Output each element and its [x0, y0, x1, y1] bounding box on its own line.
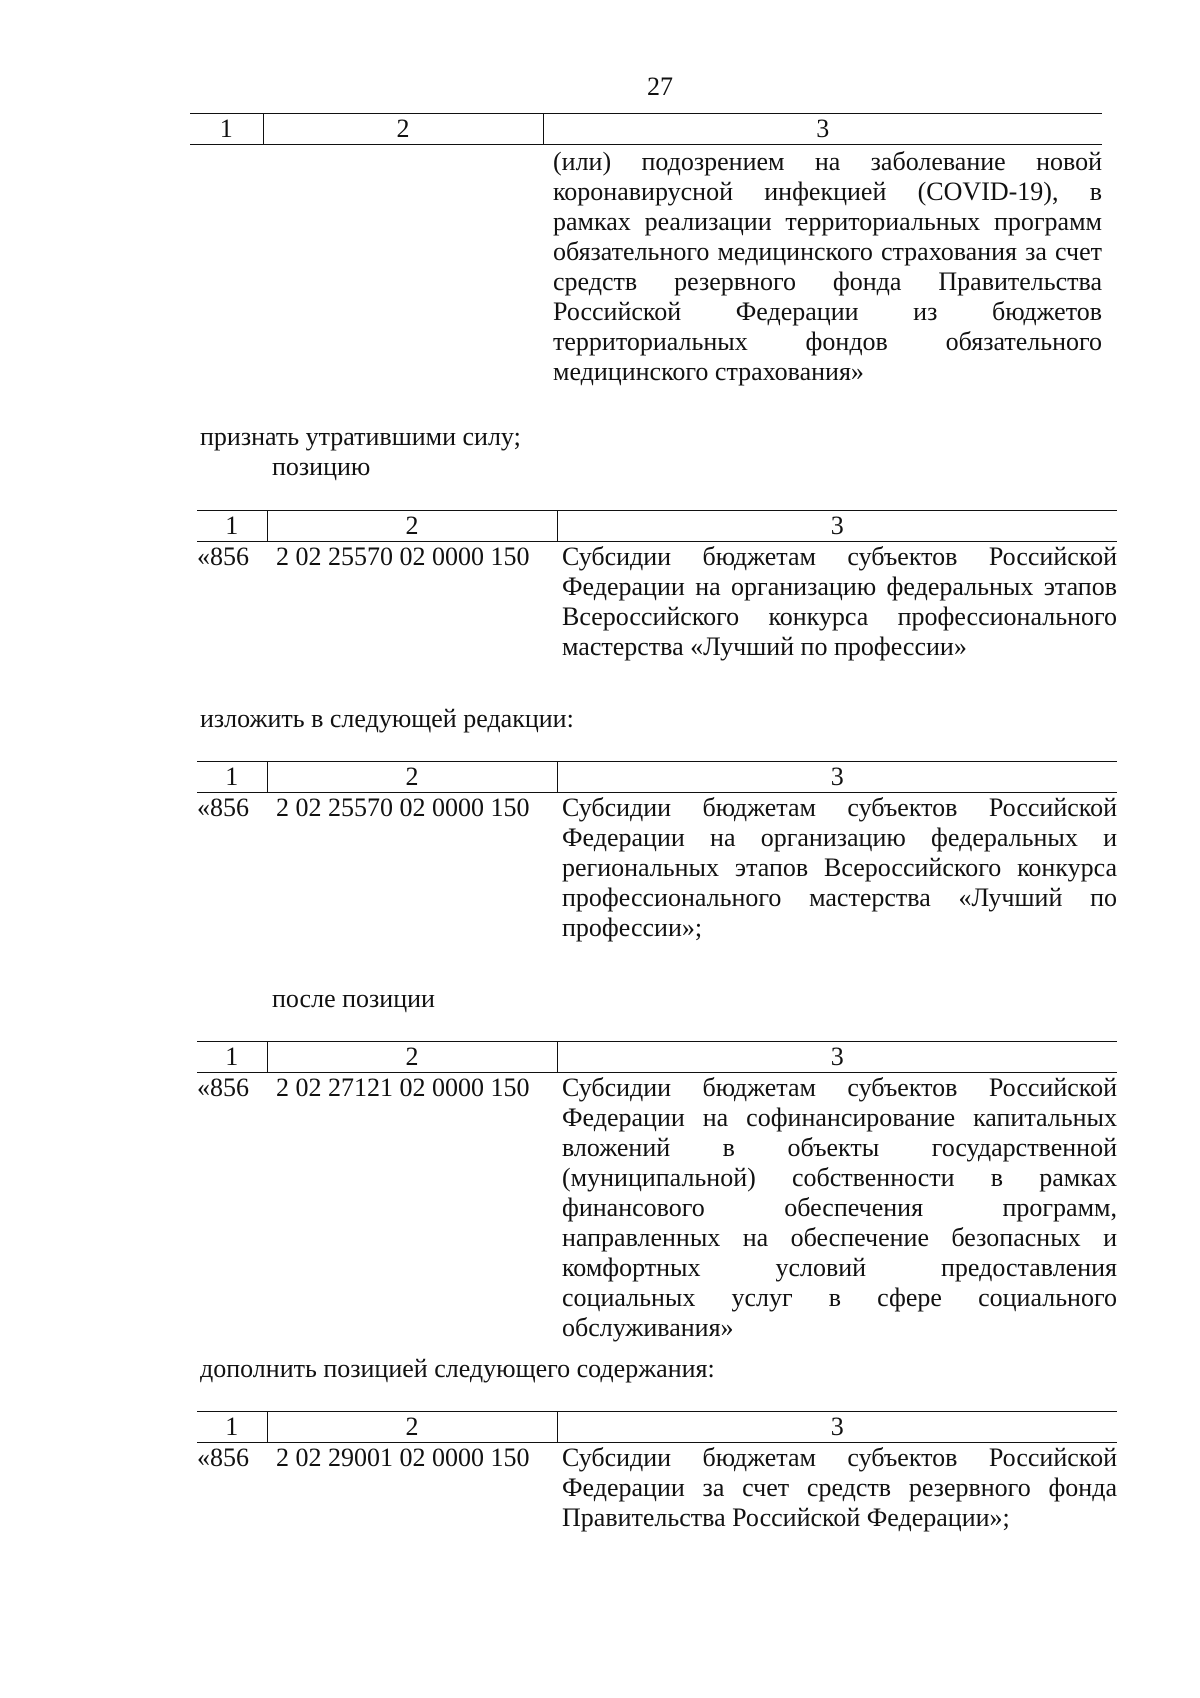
header-col-1: 1 [197, 1042, 267, 1073]
header-col-2: 2 [267, 1042, 557, 1073]
header-col-1: 1 [190, 114, 263, 145]
paragraph-position: позицию [272, 452, 371, 481]
table-row [197, 793, 1117, 944]
table-header-row [190, 114, 1102, 145]
row-code: 2 02 29001 02 0000 150 [276, 1443, 530, 1472]
paragraph-after-position: после позиции [272, 984, 435, 1013]
row-description: Субсидии бюджетам субъектов Российской Федерации за счет средств резервного фонда Правительства Российской Федерации»; [562, 1443, 1117, 1532]
table-row [197, 1443, 1117, 1534]
row-description: Субсидии бюджетам субъектов Российской Федерации на организацию федеральных и региональных этапов Всероссийского конкурса профессионального мастерства «Лучший по профессии»; [562, 793, 1117, 942]
table-row [197, 542, 1117, 663]
row-description: Субсидии бюджетам субъектов Российской Федерации на софинансирование капитальных вложений в объекты государственной (муниципальной) собственности в рамках финансового обеспечения программ, направленных на обеспечение безопасных и комфортных условий предоставления социальных услуг в сфере социального обслуживания» [562, 1073, 1117, 1342]
paragraph-repeal: признать утратившими силу; [200, 422, 521, 451]
table-row [190, 145, 1102, 388]
table-header-row [197, 1042, 1117, 1073]
row-code: 2 02 25570 02 0000 150 [276, 542, 530, 571]
table-header-row [197, 762, 1117, 793]
row-col-1: «856 [197, 793, 249, 822]
table-old-position [197, 510, 1117, 662]
table-row [197, 1073, 1117, 1344]
header-col-2: 2 [267, 511, 557, 542]
header-col-3: 3 [557, 511, 1117, 542]
table-reference-position [197, 1041, 1117, 1343]
header-col-2: 2 [267, 762, 557, 793]
paragraph-add: дополнить позицией следующего содержания: [200, 1354, 715, 1383]
table-header-row [197, 1412, 1117, 1443]
row-col-1: «856 [197, 1443, 249, 1472]
row-col-1: «856 [197, 1073, 249, 1102]
table-continuation [190, 113, 1102, 387]
header-col-3: 3 [557, 1042, 1117, 1073]
header-col-2: 2 [267, 1412, 557, 1443]
header-col-3: 3 [557, 1412, 1117, 1443]
header-col-3: 3 [557, 762, 1117, 793]
header-col-1: 1 [197, 762, 267, 793]
table-header-row [197, 511, 1117, 542]
header-col-1: 1 [197, 511, 267, 542]
row-code: 2 02 27121 02 0000 150 [276, 1073, 530, 1102]
page-number: 27 [647, 72, 673, 101]
row-code: 2 02 25570 02 0000 150 [276, 793, 530, 822]
row-description: Субсидии бюджетам субъектов Российской Федерации на организацию федеральных этапов Всероссийского конкурса профессионального мастерства «Лучший по профессии» [562, 542, 1117, 661]
table-new-position [197, 761, 1117, 943]
header-col-3: 3 [543, 114, 1102, 145]
header-col-1: 1 [197, 1412, 267, 1443]
table-added-position [197, 1411, 1117, 1533]
row-col-1: «856 [197, 542, 249, 571]
header-col-2: 2 [263, 114, 543, 145]
row-description: (или) подозрением на заболевание новой коронавирусной инфекцией (COVID-19), в рамках реализации территориальных программ обязательного медицинского страхования за счет средств резервного фонда Правительства Российской Федерации из бюджетов территориальных фондов обязательного медицинского страхования» [553, 147, 1102, 386]
paragraph-amend: изложить в следующей редакции: [200, 704, 574, 733]
